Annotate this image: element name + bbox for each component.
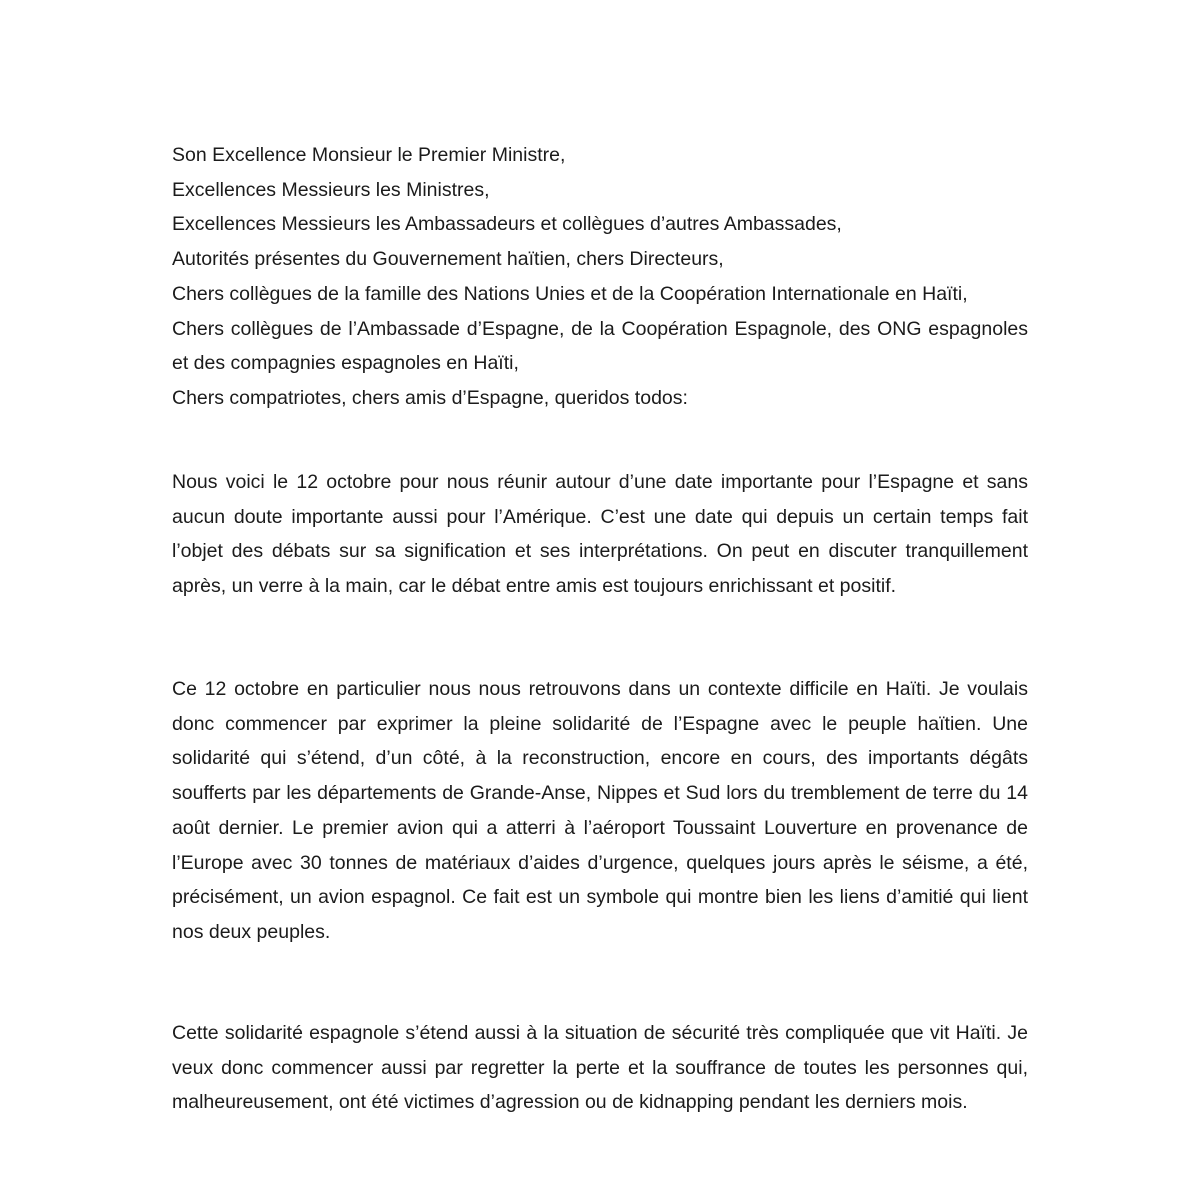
salutation-line: Chers compatriotes, chers amis d’Espagne, queridos todos:	[172, 386, 688, 409]
salutation-line: Chers collègues de la famille des Nations Unies et de la Coopération Internationale en Haïti,	[172, 282, 968, 305]
body-paragraph: Ce 12 octobre en particulier nous nous retrouvons dans un contexte difficile en Haïti. Je voulais donc commencer par exprimer la pleine solidarité de l’Espagne avec le peuple haïtien. Une solidarité qui s’étend, d’un côté, à la reconstruction, encore en cours, des importants dégâts soufferts par les départements de Grande-Anse, Nippes et Sud lors du tremblement de terre du 14 août dernier. Le premier avion qui a atterri à l’aéroport Toussaint Louverture en provenance de l’Europe avec 30 tonnes de matériaux d’aides d’urgence, quelques jours après le séisme, a été, précisément, un avion espagnol. Ce fait est un symbole qui montre bien les liens d’amitié qui lient nos deux peuples.	[172, 678, 1028, 943]
salutation-line: Autorités présentes du Gouvernement haïtien, chers Directeurs,	[172, 248, 724, 271]
salutation-line: Excellences Messieurs les Ministres,	[172, 178, 490, 201]
body-paragraph: Cette solidarité espagnole s’étend aussi à la situation de sécurité très compliquée que vit Haïti. Je veux donc commencer aussi par regretter la perte et la souffrance de toutes les personnes qui, malheureusement, ont été victimes d’agression ou de kidnapping pendant les derniers mois.	[172, 1022, 1028, 1114]
salutation-block	[172, 138, 1028, 416]
salutation-line: Chers collègues de l’Ambassade d’Espagne, de la Coopération Espagnole, des ONG espagnoles et des compagnies espagnoles en Haïti,	[172, 317, 1028, 375]
salutation-line: Son Excellence Monsieur le Premier Ministre,	[172, 144, 566, 166]
body-paragraph: Nous voici le 12 octobre pour nous réunir autour d’une date importante pour l’Espagne et sans aucun doute importante aussi pour l’Amérique. C’est une date qui depuis un certain temps fait l’objet des débats sur sa signification et ses interprétations. On peut en discuter tranquillement après, un verre à la main, car le débat entre amis est toujours enrichissant et positif.	[172, 471, 1028, 598]
salutation-line: Excellences Messieurs les Ambassadeurs et collègues d’autres Ambassades,	[172, 213, 842, 236]
